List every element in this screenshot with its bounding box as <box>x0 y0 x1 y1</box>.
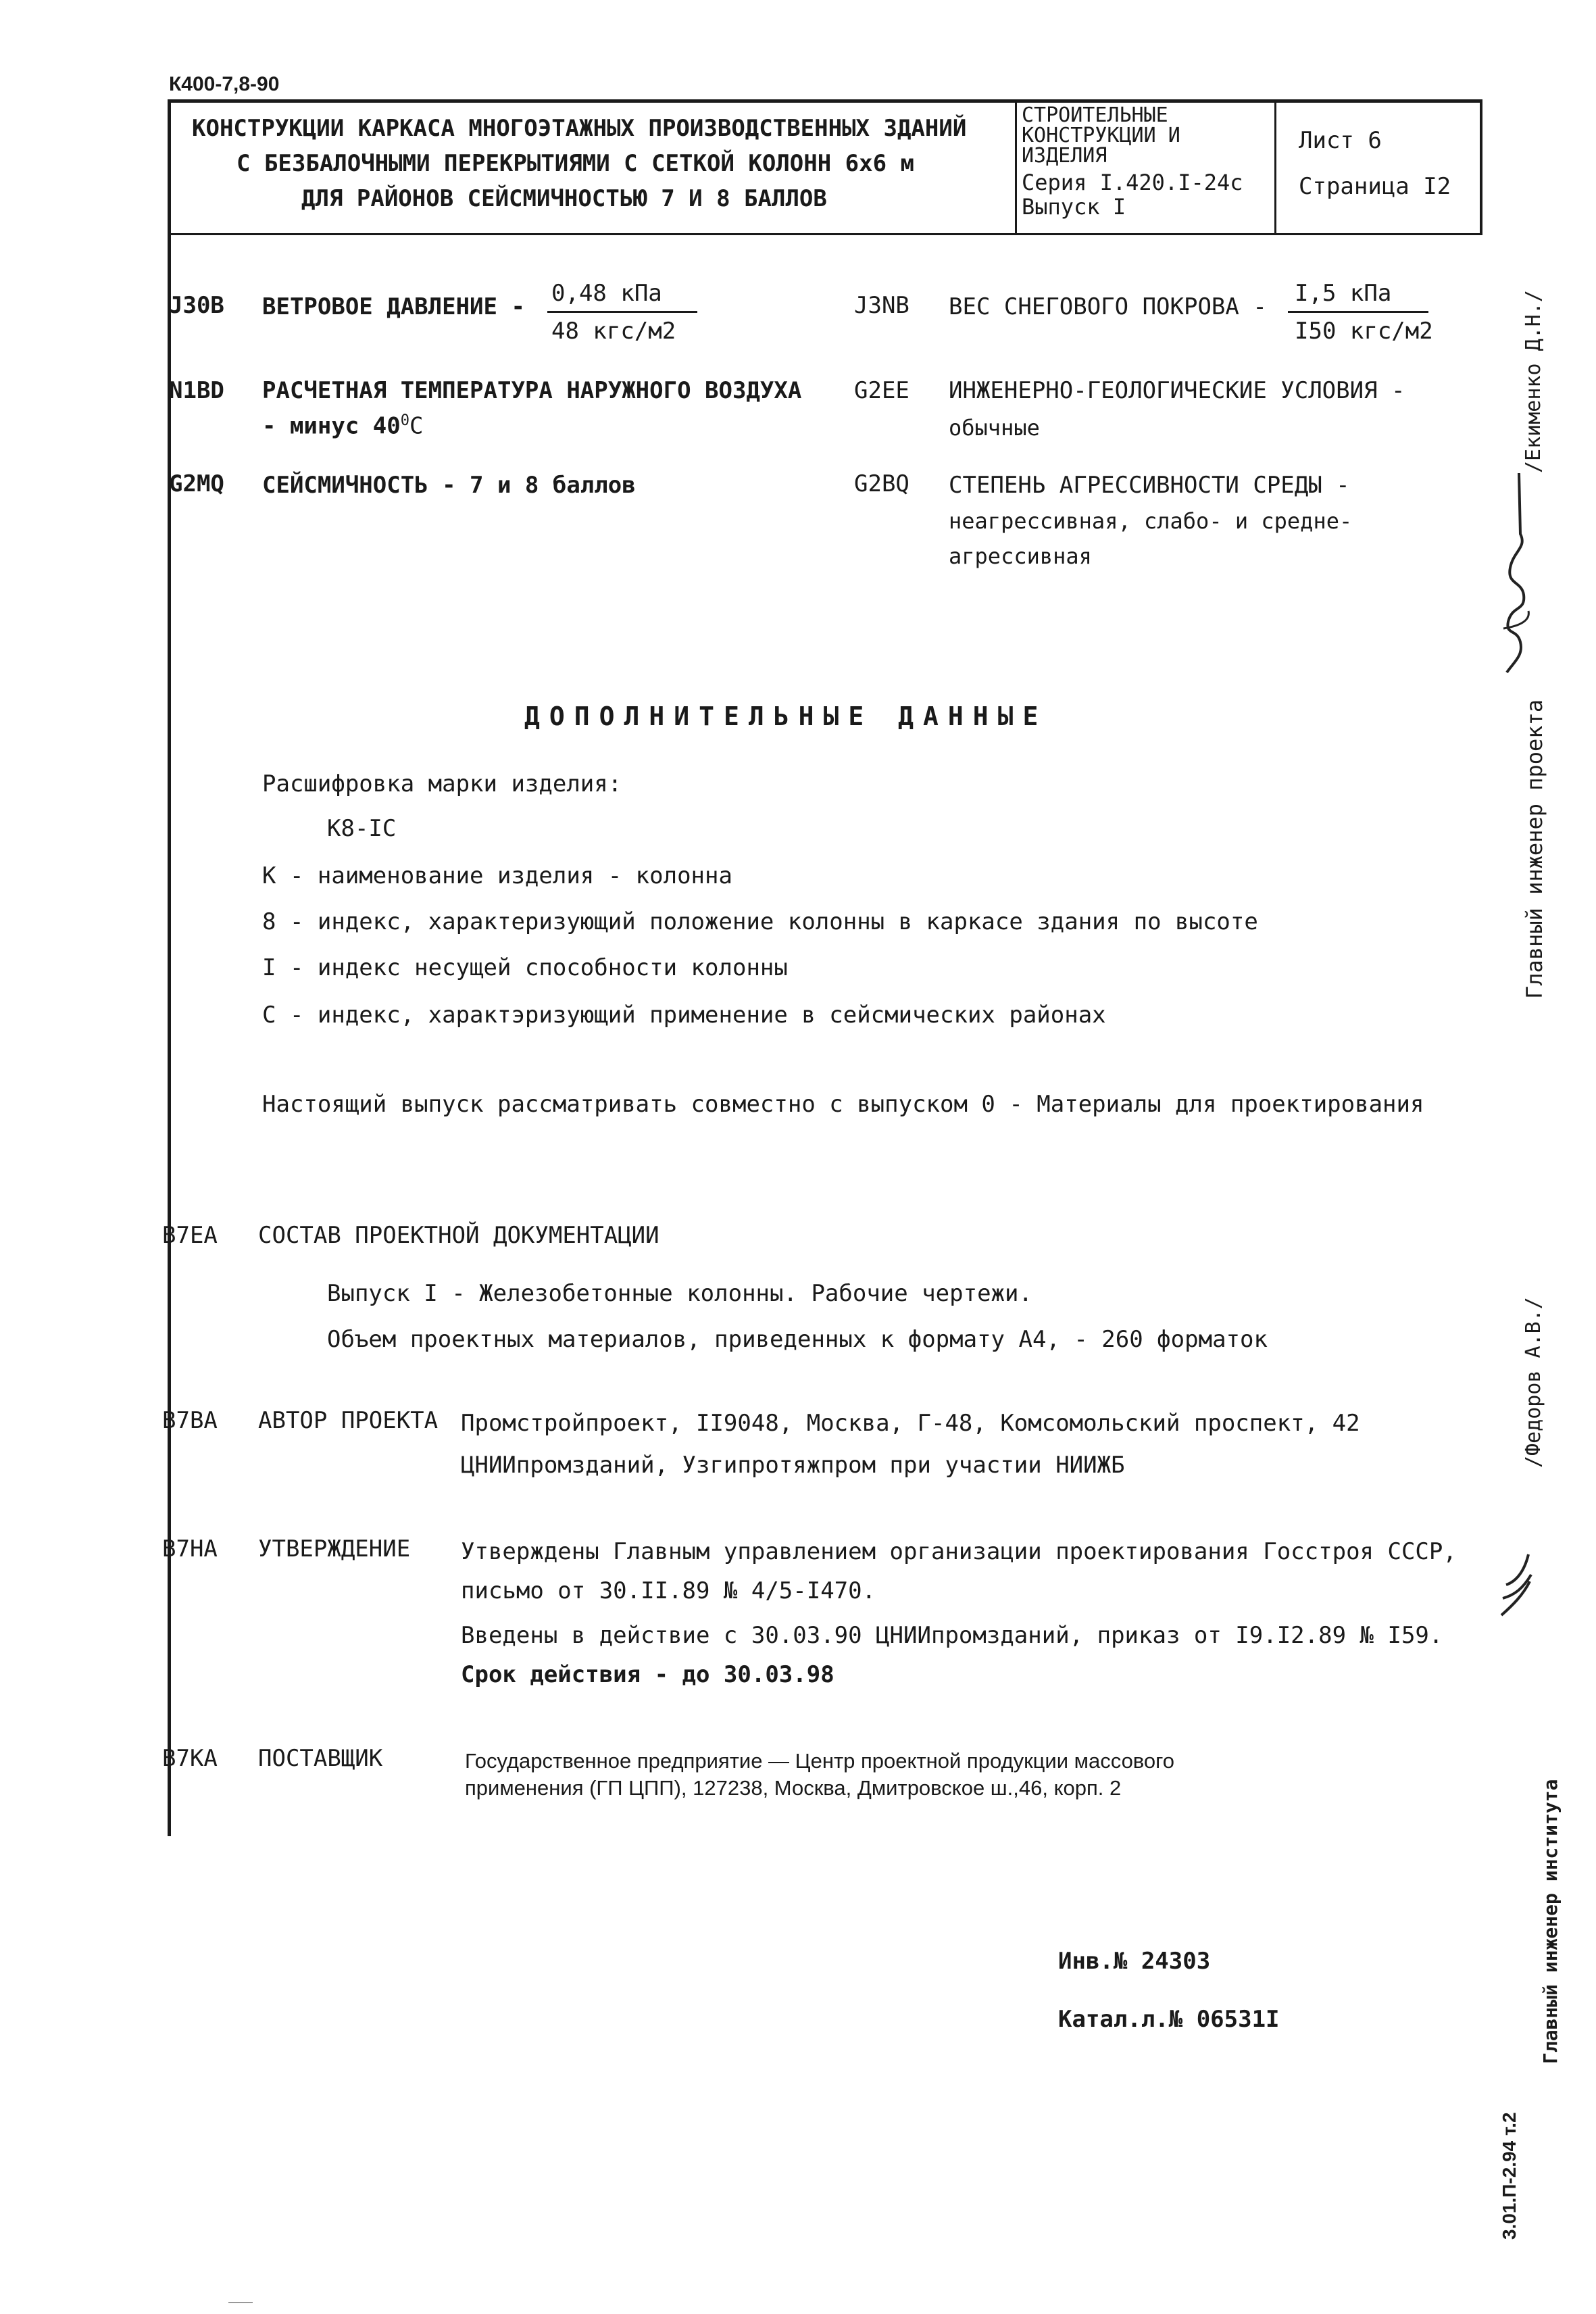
snow-fraction-bar <box>1288 311 1428 313</box>
code-g2ee: G2EE <box>854 377 909 404</box>
wind-label: ВЕТРОВОЕ ДАВЛЕНИЕ - <box>262 293 525 320</box>
document-code: К400-7,8-90 <box>169 73 280 95</box>
code-j30b: J30B <box>169 292 224 319</box>
chief-institute-engineer-label: Главный инженер института <box>1539 1779 1562 2064</box>
aggr-line-1: СТЕПЕНЬ АГРЕССИВНОСТИ СРЕДЫ - <box>949 472 1350 499</box>
geo-line-1: ИНЖЕНЕРНО-ГЕОЛОГИЧЕСКИЕ УСЛОВИЯ - <box>949 377 1405 404</box>
title-line-1: КОНСТРУКЦИИ КАРКАСА МНОГОЭТАЖНЫХ ПРОИЗВОДСТВЕННЫХ ЗДАНИЙ <box>192 115 967 142</box>
sheet-number: Лист 6 <box>1299 127 1382 154</box>
category-line-1: СТРОИТЕЛЬНЫЕ <box>1022 103 1168 127</box>
stamp-code: 3.01.П-2.94 т.2 <box>1499 2112 1520 2240</box>
signature-2 <box>1496 1548 1537 1622</box>
code-g2mq: G2MQ <box>169 470 224 497</box>
code-g2bq: G2BQ <box>854 470 909 497</box>
signature-1 <box>1493 466 1541 683</box>
supplier-title: ПОСТАВЩИК <box>258 1745 383 1772</box>
aggr-line-3: агрессивная <box>949 543 1092 569</box>
approval-line-4: Срок действия - до 30.03.98 <box>461 1661 834 1688</box>
signatory-name-1: /Екименко Д.Н./ <box>1522 290 1545 473</box>
catalog-sheet-number: Катал.л.№ 06531I <box>1058 2006 1280 2033</box>
code-b7ba: B7BA <box>162 1407 218 1434</box>
code-b7ea: B7EA <box>162 1222 218 1249</box>
composition-line-2: Объем проектных материалов, приведенных к формату А4, - 260 форматок <box>327 1326 1268 1353</box>
series-label: Серия I.420.I-24с <box>1022 170 1243 195</box>
author-line-2: ЦНИИпромзданий, Узгипротяжпром при участии НИИЖБ <box>461 1452 1125 1479</box>
supplier-line-2: применения (ГП ЦПП), 127238, Москва, Дмитровское ш.,46, корп. 2 <box>465 1776 1122 1800</box>
scan-artifact <box>228 2302 253 2303</box>
category-line-3: ИЗДЕЛИЯ <box>1022 144 1107 168</box>
seismic-label: СЕЙСМИЧНОСТЬ - 7 и 8 баллов <box>262 472 636 499</box>
composition-title: СОСТАВ ПРОЕКТНОЙ ДОКУМЕНТАЦИИ <box>258 1222 659 1249</box>
aggr-line-2: неагрессивная, слабо- и средне- <box>949 508 1353 534</box>
code-b7ha: B7HA <box>162 1535 218 1562</box>
decode-item: 8 - индекс, характеризующий положение колонны в каркасе здания по высоте <box>262 908 1258 935</box>
author-title: АВТОР ПРОЕКТА <box>258 1407 439 1434</box>
title-line-2: С БЕЗБАЛОЧНЫМИ ПЕРЕКРЫТИЯМИ С СЕТКОЙ КОЛОНН 6х6 м <box>236 150 915 177</box>
code-j3nb: J3NB <box>854 292 909 319</box>
additional-heading: ДОПОЛНИТЕЛЬНЫЕ ДАННЫЕ <box>524 701 1048 731</box>
chief-project-engineer-label: Главный инженер проекта <box>1522 699 1547 999</box>
category-line-2: КОНСТРУКЦИИ И <box>1022 124 1180 147</box>
decode-item: С - индекс, характэризующий применение в сейсмических районах <box>262 1002 1106 1029</box>
code-n1bd: N1BD <box>169 377 224 404</box>
signatory-name-2: /Федоров А.В./ <box>1522 1297 1545 1468</box>
temp-line-2: - минус $40^0С$ <box>262 412 424 440</box>
wind-fraction-bar <box>547 311 697 313</box>
decode-title: Расшифровка марки изделия: <box>262 770 622 797</box>
supplier-line-1: Государственное предприятие — Центр проектной продукции массового <box>465 1749 1175 1773</box>
approval-line-2: письмо от 30.II.89 № 4/5-I470. <box>461 1577 876 1604</box>
wind-value-kgs: 48 кгс/м2 <box>551 318 676 345</box>
temp-line-1: РАСЧЕТНАЯ ТЕМПЕРАТУРА НАРУЖНОГО ВОЗДУХА <box>262 377 802 404</box>
snow-value-kpa: I,5 кПа <box>1295 280 1392 307</box>
inventory-number: Инв.№ 24303 <box>1058 1948 1211 1975</box>
decode-item: I - индекс несущей способности колонны <box>262 954 788 981</box>
code-b7ka: B7KA <box>162 1745 218 1772</box>
author-line-1: Промстройпроект, II9048, Москва, Г-48, Комсомольский проспект, 42 <box>461 1410 1360 1437</box>
page-number: Страница I2 <box>1299 173 1451 200</box>
approval-line-3: Введены в действие с 30.03.90 ЦНИИпромзданий, приказ от I9.I2.89 № I59. <box>461 1622 1443 1649</box>
approval-title: УТВЕРЖДЕНИЕ <box>258 1535 411 1562</box>
snow-value-kgs: I50 кгс/м2 <box>1295 318 1433 345</box>
decode-item: К - наименование изделия - колонна <box>262 862 732 889</box>
product-mark: К8-IС <box>327 815 397 842</box>
related-issue-note: Настоящий выпуск рассматривать совместно с выпуском 0 - Материалы для проектирования <box>262 1091 1424 1118</box>
composition-line-1: Выпуск I - Железобетонные колонны. Рабочие чертежи. <box>327 1280 1032 1307</box>
approval-line-1: Утверждены Главным управлением организации проектирования Госстроя СССР, <box>461 1538 1457 1565</box>
issue-label: Выпуск I <box>1022 194 1126 220</box>
title-line-3: ДЛЯ РАЙОНОВ СЕЙСМИЧНОСТЬЮ 7 И 8 БАЛЛОВ <box>301 185 827 212</box>
wind-value-kpa: 0,48 кПа <box>551 280 662 307</box>
geo-line-2: обычные <box>949 415 1040 441</box>
snow-label: ВЕС СНЕГОВОГО ПОКРОВА - <box>949 293 1267 320</box>
